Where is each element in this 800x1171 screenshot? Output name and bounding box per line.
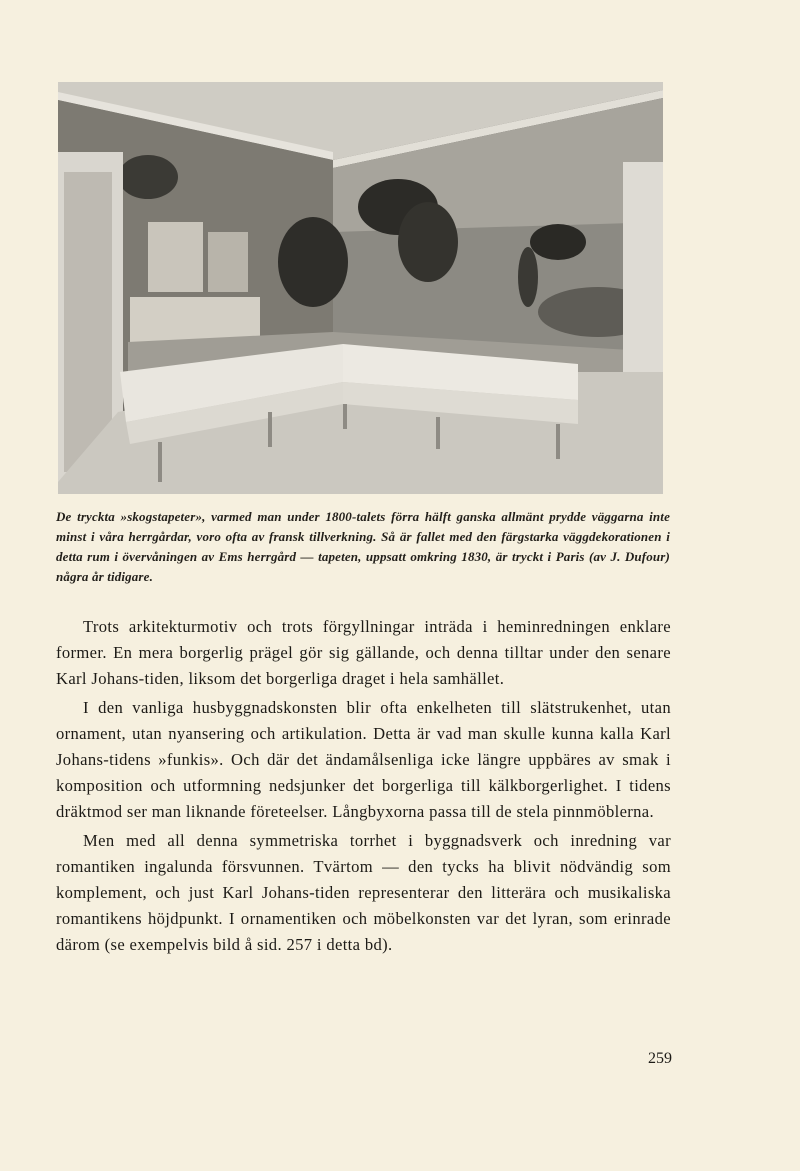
paragraph: I den vanliga husbyggnadskonsten blir ofta enkelheten till slätstrukenhet, utan ornament, utan nyansering och artikulation. Detta är vad man skulle kunna kalla Karl Johans-tidens »funkis». Och där det ändamålsenliga icke längre uppbäres av smak i komposition och utformning nedsjunker det borgerliga till kälkborgerlighet. I tidens dräktmod ser man liknande företeelser. Långbyxorna passa till de stela pinnmöblerna. bbox=[56, 698, 671, 821]
mural-tree bbox=[118, 155, 178, 199]
paragraph: Men med all denna symmetriska torrhet i byggnadsverk och inredning var romantiken ingalunda försvunnen. Tvärtom — den tycks ha blivit nödvändig som komplement, och just Karl Johans-tiden representerar den litterära och musikaliska romantikens höjdpunkt. I ornamentiken och möbelkonsten var det lyran, som erinrade därom (se exempelvis bild å sid. 257 i detta bd). bbox=[56, 831, 671, 954]
figure-caption: De tryckta »skogstapeter», varmed man under 1800-talets förra hälft ganska allmänt prydde väggarna inte minst i våra herrgårdar, voro ofta av fransk tillverkning. Så är fallet med den färgstarka väggdekorationen i detta rum i övervåningen av Ems herrgård — tapeten, uppsatt omkring 1830, är tryckt i Paris (av J. Dufour) några år tidigare. bbox=[56, 509, 670, 584]
wallpaper-room-image bbox=[58, 82, 663, 494]
paragraph: Trots arkitekturmotiv och trots förgyllningar inträda i heminredningen enklare former. En mera borgerlig prägel gör sig gällande, och denna tilltar under den senare Karl Johans-tiden, liksom det borgerliga draget i hela samhället. bbox=[56, 617, 671, 688]
page-number: 259 bbox=[648, 1050, 672, 1067]
room-photograph bbox=[58, 82, 663, 494]
body-text bbox=[56, 614, 671, 961]
mural-temple bbox=[148, 222, 203, 292]
